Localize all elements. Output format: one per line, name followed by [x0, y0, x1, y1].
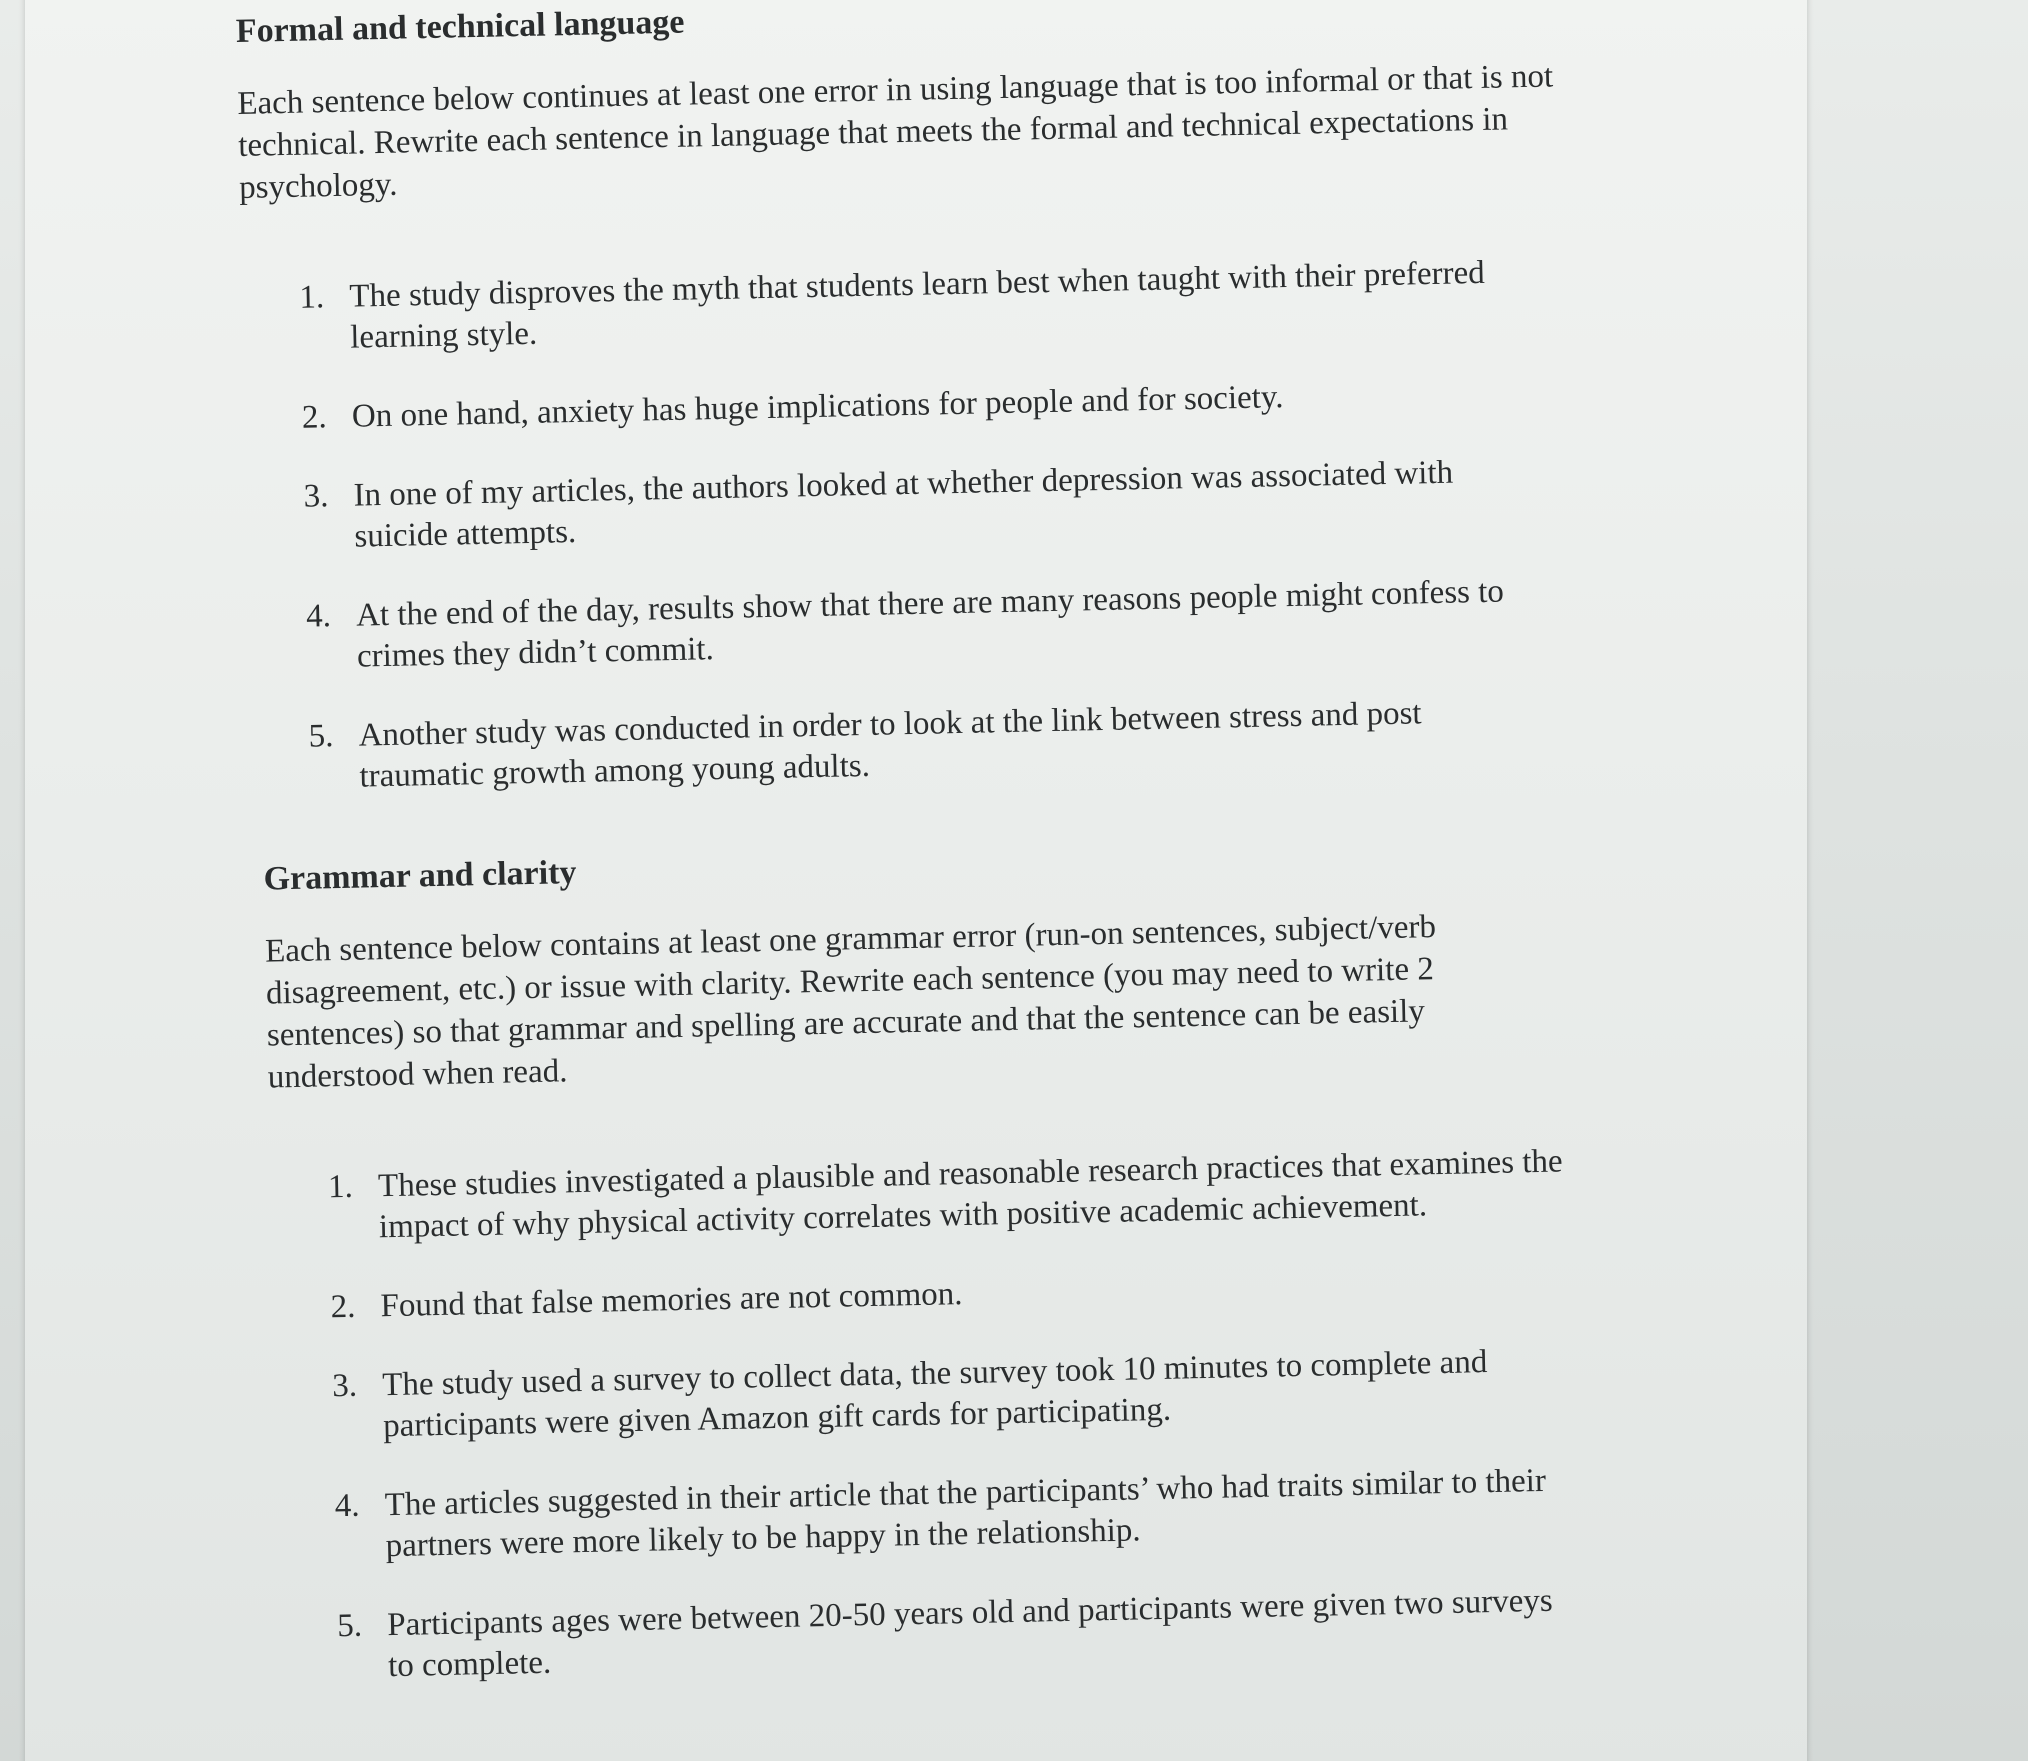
- item-number: 2.: [301, 398, 328, 436]
- list-item: [248, 570, 1547, 679]
- list-item: [274, 1340, 1573, 1449]
- item-text: The articles suggested in their article that the participants’ who had traits similar to their partners were more likely to be happy in the relationship.: [384, 1462, 1547, 1564]
- section-instructions: Each sentence below continues at least one error in using language that is too informal or that is not technical. Rewrite each sentence in language that meets the formal and technical expectations in psychology.: [237, 58, 1554, 206]
- item-text: On one hand, anxiety has huge implications for people and for society.: [351, 378, 1284, 435]
- sentence-list: [270, 1139, 1691, 1689]
- item-number: 5.: [336, 1607, 363, 1644]
- item-number: 3.: [303, 477, 329, 515]
- list-item: [244, 372, 1543, 440]
- list-item: [270, 1141, 1569, 1250]
- item-text: Participants ages were between 20-50 years old and participants were given two surveys to complete.: [386, 1582, 1554, 1684]
- item-text: The study disproves the myth that students learn best when taught with their preferred learning style.: [349, 254, 1486, 356]
- item-number: 5.: [308, 717, 334, 755]
- section-instructions: Each sentence below contains at least one grammar error (run-on sentences, subject/verb disagreement, etc.) or issue with clarity. Rewrite each sentence (you may need to write 2 sentences) so that grammar and spelling are accurate and that the sentence can be easily understood when read.: [264, 908, 1437, 1096]
- item-text: Found that false memories are not common.: [380, 1275, 963, 1324]
- document-page: [25, 0, 1807, 1761]
- list-item: [250, 690, 1549, 799]
- section-formal-technical-language: [235, 0, 1671, 800]
- item-number: 4.: [305, 597, 332, 635]
- item-text: In one of my articles, the authors looked at whether depression was associated with suicide attempts.: [353, 454, 1454, 555]
- item-number: 2.: [330, 1288, 356, 1325]
- item-text: These studies investigated a plausible and reasonable research practices that examines the impact of why physical activity correlates with positive academic achievement.: [377, 1143, 1563, 1245]
- item-number: 1.: [299, 279, 325, 316]
- document-content: [235, 0, 1691, 1705]
- item-text: At the end of the day, results show that there are many reasons people might confess to crimes they didn’t commit.: [355, 573, 1505, 675]
- section-grammar-clarity: [263, 830, 1690, 1689]
- section-heading: Formal and technical language: [235, 3, 685, 50]
- section-heading: Grammar and clarity: [263, 853, 577, 898]
- item-number: 3.: [331, 1367, 358, 1404]
- list-item: [241, 252, 1540, 361]
- list-item: [276, 1460, 1575, 1569]
- item-text: The study used a survey to collect data, the survey took 10 minutes to complete and participants were given Amazon gift cards for participating.: [381, 1343, 1488, 1444]
- list-item: [245, 451, 1544, 560]
- item-number: 4.: [334, 1487, 360, 1524]
- item-number: 1.: [327, 1168, 354, 1205]
- list-item: [272, 1261, 1571, 1329]
- list-item: [279, 1580, 1578, 1689]
- item-text: Another study was conducted in order to look at the link between stress and post traumatic growth among young adults.: [358, 695, 1422, 795]
- sentence-list: [241, 249, 1672, 800]
